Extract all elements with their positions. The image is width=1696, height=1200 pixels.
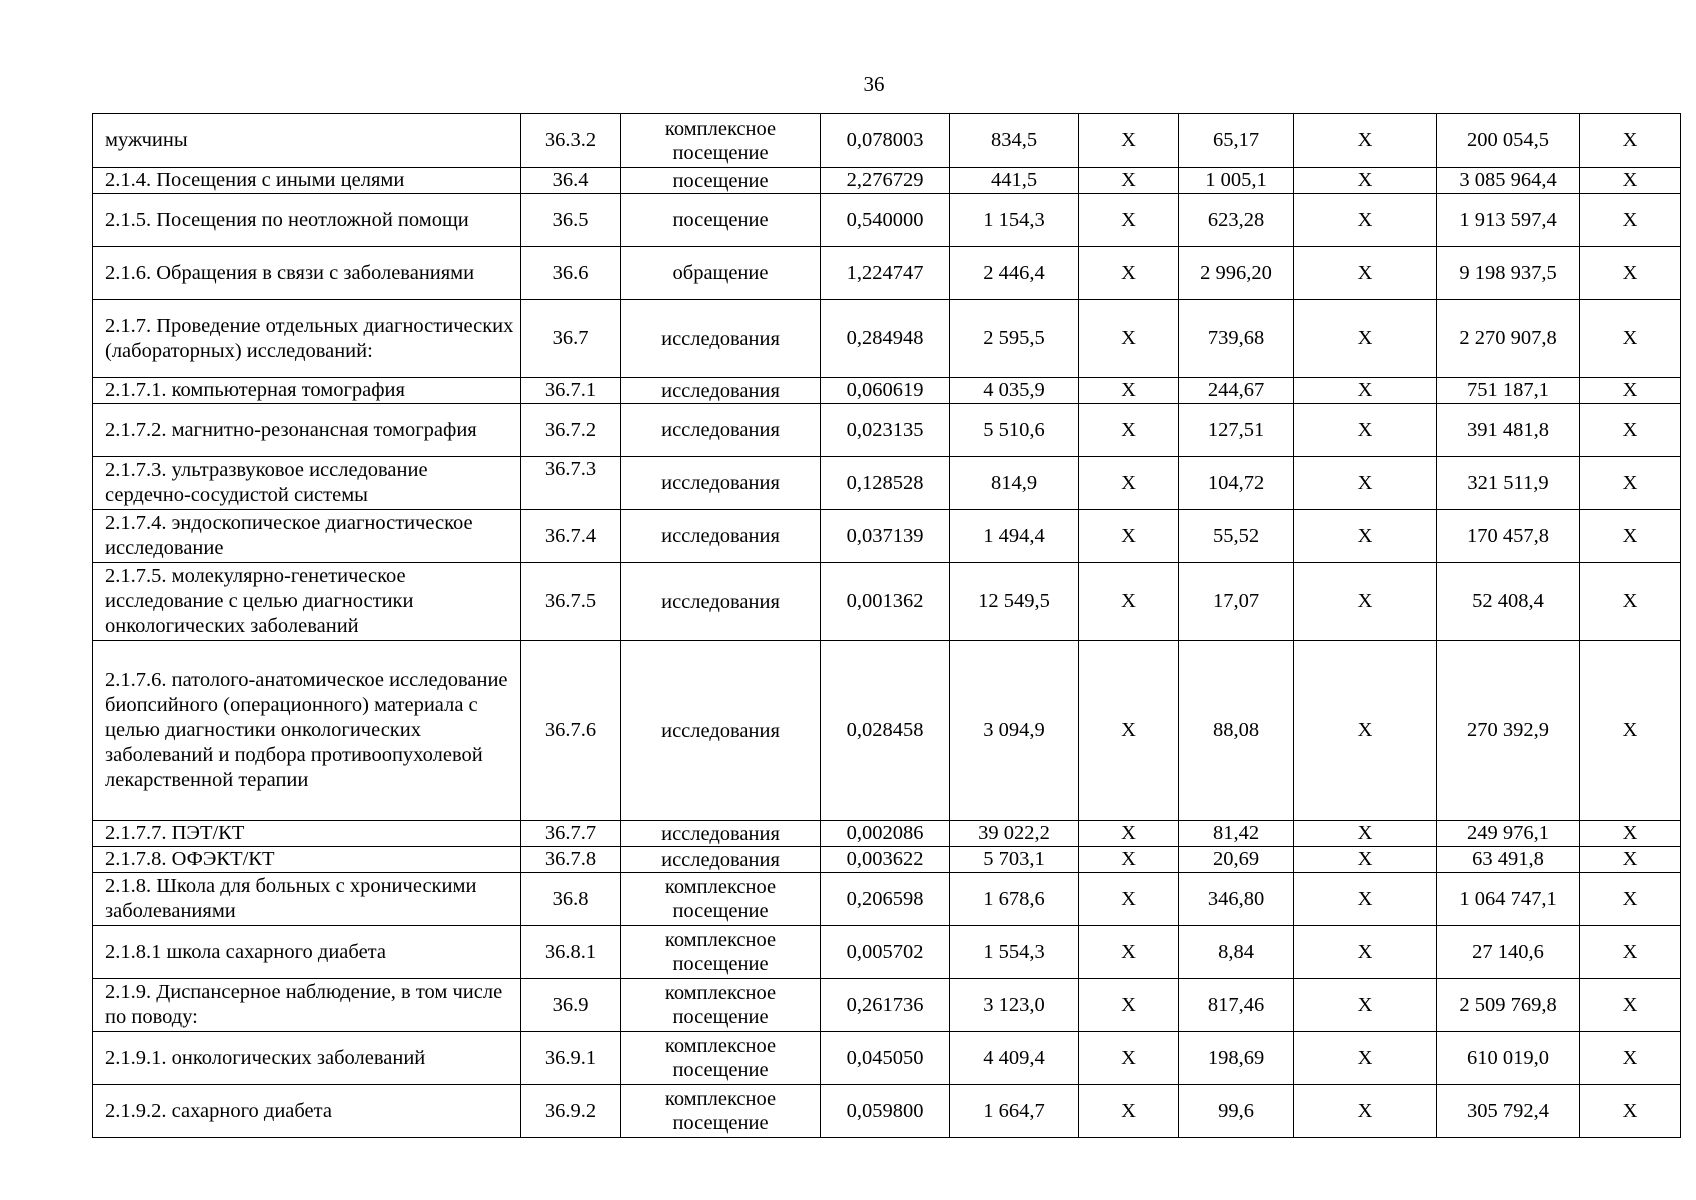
unit-cell: посещение (621, 194, 821, 247)
norm-cell: 0,059800 (821, 1085, 950, 1138)
unit-cell: комплексное посещение (621, 1032, 821, 1085)
per-capita-cell: 81,42 (1179, 821, 1294, 847)
total-cell: 1 064 747,1 (1437, 873, 1580, 926)
x-cell: Х (1294, 168, 1437, 194)
norm-cell: 0,002086 (821, 821, 950, 847)
x-cell: Х (1580, 194, 1681, 247)
x-cell: Х (1079, 1032, 1179, 1085)
row-code-cell: 36.7.7 (521, 821, 621, 847)
norm-cell: 0,261736 (821, 979, 950, 1032)
x-cell: Х (1079, 979, 1179, 1032)
table-row (93, 247, 1681, 300)
x-cell: Х (1580, 168, 1681, 194)
table-row (93, 114, 1681, 168)
per-capita-cell: 104,72 (1179, 457, 1294, 510)
indicator-name-cell: 2.1.8. Школа для больных с хроническими заболеваниями (93, 873, 521, 926)
table-row (93, 979, 1681, 1032)
total-cell: 610 019,0 (1437, 1032, 1580, 1085)
cost-cell: 834,5 (950, 114, 1079, 168)
row-code-cell: 36.7.4 (521, 510, 621, 563)
row-code-cell: 36.5 (521, 194, 621, 247)
table-row (93, 926, 1681, 979)
x-cell: Х (1294, 510, 1437, 563)
x-cell: Х (1294, 404, 1437, 457)
x-cell: Х (1580, 247, 1681, 300)
unit-cell: комплексное посещение (621, 1085, 821, 1138)
norm-cell: 0,128528 (821, 457, 950, 510)
row-code-cell: 36.7.8 (521, 847, 621, 873)
norm-cell: 0,045050 (821, 1032, 950, 1085)
table-row (93, 457, 1681, 510)
cost-cell: 2 446,4 (950, 247, 1079, 300)
row-code-cell: 36.8 (521, 873, 621, 926)
table-row (93, 641, 1681, 821)
total-cell: 52 408,4 (1437, 563, 1580, 641)
cost-cell: 3 094,9 (950, 641, 1079, 821)
unit-cell: исследования (621, 404, 821, 457)
table-row (93, 194, 1681, 247)
x-cell: Х (1079, 457, 1179, 510)
unit-cell: исследования (621, 641, 821, 821)
row-code-cell: 36.3.2 (521, 114, 621, 168)
indicator-name-cell: 2.1.8.1 школа сахарного диабета (93, 926, 521, 979)
cost-cell: 1 678,6 (950, 873, 1079, 926)
indicator-name-cell: 2.1.4. Посещения с иными целями (93, 168, 521, 194)
cost-cell: 39 022,2 (950, 821, 1079, 847)
indicator-name-cell: 2.1.9. Диспансерное наблюдение, в том числе по поводу: (93, 979, 521, 1032)
x-cell: Х (1580, 979, 1681, 1032)
x-cell: Х (1580, 926, 1681, 979)
x-cell: Х (1580, 404, 1681, 457)
table-row (93, 847, 1681, 873)
cost-cell: 1 554,3 (950, 926, 1079, 979)
unit-cell: исследования (621, 847, 821, 873)
unit-cell: комплексное посещение (621, 873, 821, 926)
norm-cell: 0,037139 (821, 510, 950, 563)
cost-cell: 1 664,7 (950, 1085, 1079, 1138)
table-row (93, 378, 1681, 404)
total-cell: 2 270 907,8 (1437, 300, 1580, 378)
total-cell: 9 198 937,5 (1437, 247, 1580, 300)
x-cell: Х (1294, 641, 1437, 821)
unit-cell: исследования (621, 378, 821, 404)
unit-cell: комплексное посещение (621, 926, 821, 979)
norm-cell: 1,224747 (821, 247, 950, 300)
x-cell: Х (1580, 457, 1681, 510)
x-cell: Х (1079, 247, 1179, 300)
per-capita-cell: 99,6 (1179, 1085, 1294, 1138)
total-cell: 270 392,9 (1437, 641, 1580, 821)
x-cell: Х (1580, 563, 1681, 641)
x-cell: Х (1079, 926, 1179, 979)
row-code-cell: 36.7.1 (521, 378, 621, 404)
norm-cell: 0,060619 (821, 378, 950, 404)
row-code-cell: 36.7.2 (521, 404, 621, 457)
unit-cell: комплексное посещение (621, 979, 821, 1032)
cost-cell: 5 510,6 (950, 404, 1079, 457)
unit-cell: комплексное посещение (621, 114, 821, 168)
total-cell: 1 913 597,4 (1437, 194, 1580, 247)
x-cell: Х (1580, 821, 1681, 847)
total-cell: 170 457,8 (1437, 510, 1580, 563)
row-code-cell: 36.7.3 (521, 457, 621, 510)
norm-cell: 2,276729 (821, 168, 950, 194)
row-code-cell: 36.7.5 (521, 563, 621, 641)
x-cell: Х (1294, 457, 1437, 510)
x-cell: Х (1294, 300, 1437, 378)
cost-cell: 12 549,5 (950, 563, 1079, 641)
indicator-name-cell: 2.1.7.4. эндоскопическое диагностическое исследование (93, 510, 521, 563)
row-code-cell: 36.7 (521, 300, 621, 378)
total-cell: 305 792,4 (1437, 1085, 1580, 1138)
table-row (93, 873, 1681, 926)
x-cell: Х (1079, 194, 1179, 247)
cost-cell: 4 035,9 (950, 378, 1079, 404)
x-cell: Х (1079, 641, 1179, 821)
table-row (93, 300, 1681, 378)
norm-cell: 0,206598 (821, 873, 950, 926)
table-row (93, 168, 1681, 194)
indicator-name-cell: 2.1.9.2. сахарного диабета (93, 1085, 521, 1138)
x-cell: Х (1079, 563, 1179, 641)
row-code-cell: 36.6 (521, 247, 621, 300)
indicator-name-cell: 2.1.9.1. онкологических заболеваний (93, 1032, 521, 1085)
norm-cell: 0,005702 (821, 926, 950, 979)
per-capita-cell: 127,51 (1179, 404, 1294, 457)
x-cell: Х (1580, 1032, 1681, 1085)
total-cell: 63 491,8 (1437, 847, 1580, 873)
norm-cell: 0,001362 (821, 563, 950, 641)
indicator-name-cell: 2.1.7. Проведение отдельных диагностических (лабораторных) исследований: (93, 300, 521, 378)
row-code-cell: 36.4 (521, 168, 621, 194)
unit-cell: исследования (621, 300, 821, 378)
per-capita-cell: 1 005,1 (1179, 168, 1294, 194)
x-cell: Х (1580, 378, 1681, 404)
per-capita-cell: 65,17 (1179, 114, 1294, 168)
total-cell: 200 054,5 (1437, 114, 1580, 168)
row-code-cell: 36.7.6 (521, 641, 621, 821)
x-cell: Х (1294, 1032, 1437, 1085)
indicator-name-cell: 2.1.7.7. ПЭТ/КТ (93, 821, 521, 847)
x-cell: Х (1580, 641, 1681, 821)
x-cell: Х (1580, 873, 1681, 926)
x-cell: Х (1294, 247, 1437, 300)
norm-cell: 0,078003 (821, 114, 950, 168)
row-code-cell: 36.9 (521, 979, 621, 1032)
indicator-name-cell: 2.1.7.3. ультразвуковое исследование сердечно-сосудистой системы (93, 457, 521, 510)
total-cell: 391 481,8 (1437, 404, 1580, 457)
per-capita-cell: 198,69 (1179, 1032, 1294, 1085)
table-row (93, 1032, 1681, 1085)
cost-cell: 2 595,5 (950, 300, 1079, 378)
cost-cell: 441,5 (950, 168, 1079, 194)
row-code-cell: 36.9.2 (521, 1085, 621, 1138)
unit-cell: обращение (621, 247, 821, 300)
table-row (93, 563, 1681, 641)
per-capita-cell: 817,46 (1179, 979, 1294, 1032)
unit-cell: исследования (621, 510, 821, 563)
per-capita-cell: 2 996,20 (1179, 247, 1294, 300)
x-cell: Х (1580, 114, 1681, 168)
total-cell: 249 976,1 (1437, 821, 1580, 847)
total-cell: 321 511,9 (1437, 457, 1580, 510)
x-cell: Х (1294, 847, 1437, 873)
x-cell: Х (1079, 873, 1179, 926)
cost-cell: 5 703,1 (950, 847, 1079, 873)
per-capita-cell: 623,28 (1179, 194, 1294, 247)
norm-cell: 0,540000 (821, 194, 950, 247)
indicator-name-cell: 2.1.5. Посещения по неотложной помощи (93, 194, 521, 247)
table-row (93, 404, 1681, 457)
x-cell: Х (1580, 300, 1681, 378)
x-cell: Х (1079, 300, 1179, 378)
total-cell: 3 085 964,4 (1437, 168, 1580, 194)
per-capita-cell: 739,68 (1179, 300, 1294, 378)
x-cell: Х (1294, 873, 1437, 926)
per-capita-cell: 20,69 (1179, 847, 1294, 873)
per-capita-cell: 346,80 (1179, 873, 1294, 926)
x-cell: Х (1294, 194, 1437, 247)
page-number: 36 (863, 72, 885, 96)
x-cell: Х (1079, 847, 1179, 873)
unit-cell: исследования (621, 821, 821, 847)
row-code-cell: 36.9.1 (521, 1032, 621, 1085)
indicator-name-cell: мужчины (93, 114, 521, 168)
x-cell: Х (1580, 1085, 1681, 1138)
x-cell: Х (1294, 114, 1437, 168)
cost-cell: 1 154,3 (950, 194, 1079, 247)
x-cell: Х (1294, 1085, 1437, 1138)
per-capita-cell: 244,67 (1179, 378, 1294, 404)
indicator-name-cell: 2.1.7.1. компьютерная томография (93, 378, 521, 404)
x-cell: Х (1294, 821, 1437, 847)
total-cell: 751 187,1 (1437, 378, 1580, 404)
x-cell: Х (1079, 1085, 1179, 1138)
x-cell: Х (1079, 168, 1179, 194)
cost-cell: 3 123,0 (950, 979, 1079, 1032)
cost-cell: 4 409,4 (950, 1032, 1079, 1085)
x-cell: Х (1079, 404, 1179, 457)
norm-cell: 0,023135 (821, 404, 950, 457)
x-cell: Х (1294, 979, 1437, 1032)
unit-cell: посещение (621, 168, 821, 194)
per-capita-cell: 88,08 (1179, 641, 1294, 821)
x-cell: Х (1294, 926, 1437, 979)
x-cell: Х (1079, 510, 1179, 563)
x-cell: Х (1079, 378, 1179, 404)
total-cell: 27 140,6 (1437, 926, 1580, 979)
table-row (93, 821, 1681, 847)
x-cell: Х (1580, 847, 1681, 873)
unit-cell: исследования (621, 457, 821, 510)
per-capita-cell: 8,84 (1179, 926, 1294, 979)
per-capita-cell: 55,52 (1179, 510, 1294, 563)
per-capita-cell: 17,07 (1179, 563, 1294, 641)
indicator-name-cell: 2.1.7.5. молекулярно-генетическое исследование с целью диагностики онкологических заболеваний (93, 563, 521, 641)
total-cell: 2 509 769,8 (1437, 979, 1580, 1032)
cost-table (92, 113, 1681, 1138)
indicator-name-cell: 2.1.7.8. ОФЭКТ/КТ (93, 847, 521, 873)
x-cell: Х (1079, 114, 1179, 168)
norm-cell: 0,028458 (821, 641, 950, 821)
x-cell: Х (1580, 510, 1681, 563)
x-cell: Х (1294, 563, 1437, 641)
x-cell: Х (1294, 378, 1437, 404)
table-row (93, 510, 1681, 563)
row-code-cell: 36.8.1 (521, 926, 621, 979)
table-row (93, 1085, 1681, 1138)
x-cell: Х (1079, 821, 1179, 847)
norm-cell: 0,284948 (821, 300, 950, 378)
unit-cell: исследования (621, 563, 821, 641)
cost-cell: 1 494,4 (950, 510, 1079, 563)
indicator-name-cell: 2.1.6. Обращения в связи с заболеваниями (93, 247, 521, 300)
norm-cell: 0,003622 (821, 847, 950, 873)
indicator-name-cell: 2.1.7.6. патолого-анатомическое исследование биопсийного (операционного) материала с целью диагностики онкологических заболеваний и подбора противоопухолевой лекарственной терапии (93, 641, 521, 821)
cost-cell: 814,9 (950, 457, 1079, 510)
indicator-name-cell: 2.1.7.2. магнитно-резонансная томография (93, 404, 521, 457)
